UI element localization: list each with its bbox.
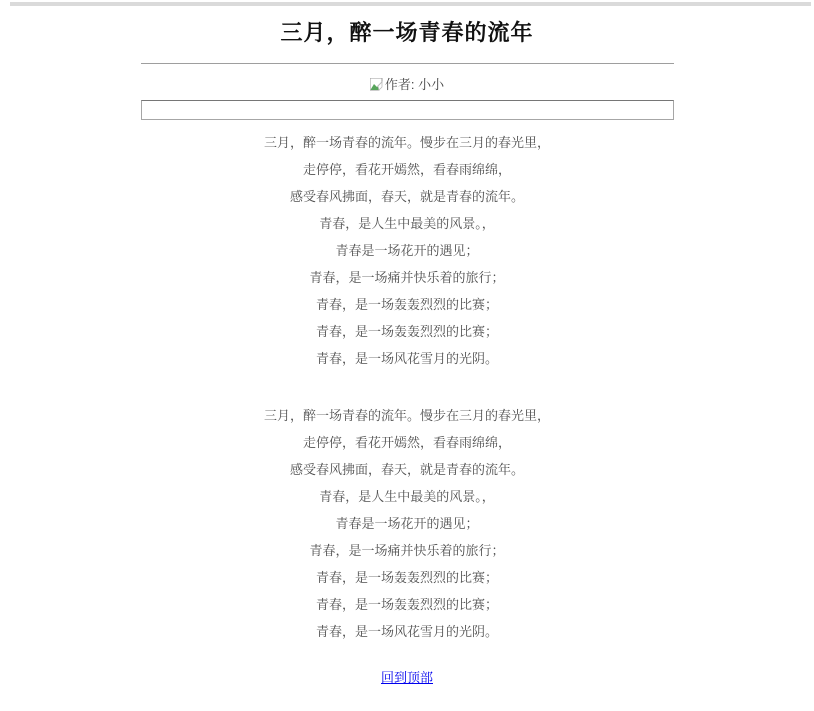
back-to-top-link[interactable]: 回到顶部	[380, 670, 433, 685]
broken-image-icon	[370, 78, 383, 95]
author-line	[141, 77, 674, 93]
poem-stanza-1	[141, 129, 674, 372]
poem-line: 走停停，看花开嫣然，看春雨绵绵，	[302, 162, 511, 177]
poem-line: 感受春风拂面，春天，就是青春的流年。	[289, 189, 524, 204]
poem-line: 青春是一场花开的遇见；	[335, 516, 479, 531]
poem-line: 三月，醉一场青春的流年。慢步在三月的春光里，	[263, 408, 550, 423]
poem-line: 感受春风拂面，春天，就是青春的流年。	[289, 462, 524, 477]
poem-line: 三月，醉一场青春的流年。慢步在三月的春光里，	[263, 135, 550, 150]
poem-stanza-2	[141, 402, 674, 645]
poem-line: 青春，是一场风花雪月的光阴。	[315, 351, 498, 366]
page-title: 三月，醉一场青春的流年	[280, 20, 534, 45]
poem-line: 青春是一场花开的遇见；	[335, 243, 479, 258]
poem-line: 青春，是一场轰轰烈烈的比赛；	[315, 297, 498, 312]
poem	[141, 129, 674, 645]
poem-line: 走停停，看花开嫣然，看春雨绵绵，	[302, 435, 511, 450]
author-label: 作者: 小小	[384, 77, 445, 92]
poem-line: 青春，是一场轰轰烈烈的比赛；	[315, 570, 498, 585]
poem-line: 青春，是人生中最美的风景。，	[319, 489, 495, 504]
top-divider-bar	[10, 2, 811, 6]
poem-line: 青春，是一场轰轰烈烈的比赛；	[315, 324, 498, 339]
footer	[141, 670, 674, 686]
poem-line: 青春，是一场痛并快乐着的旅行；	[309, 543, 505, 558]
text-input[interactable]	[141, 100, 674, 120]
poem-line: 青春，是一场风花雪月的光阴。	[315, 624, 498, 639]
poem-line: 青春，是一场轰轰烈烈的比赛；	[315, 597, 498, 612]
poem-line: 青春，是人生中最美的风景。，	[319, 216, 495, 231]
title-divider	[141, 63, 674, 64]
poem-line: 青春，是一场痛并快乐着的旅行；	[309, 270, 505, 285]
page-content	[141, 18, 674, 686]
